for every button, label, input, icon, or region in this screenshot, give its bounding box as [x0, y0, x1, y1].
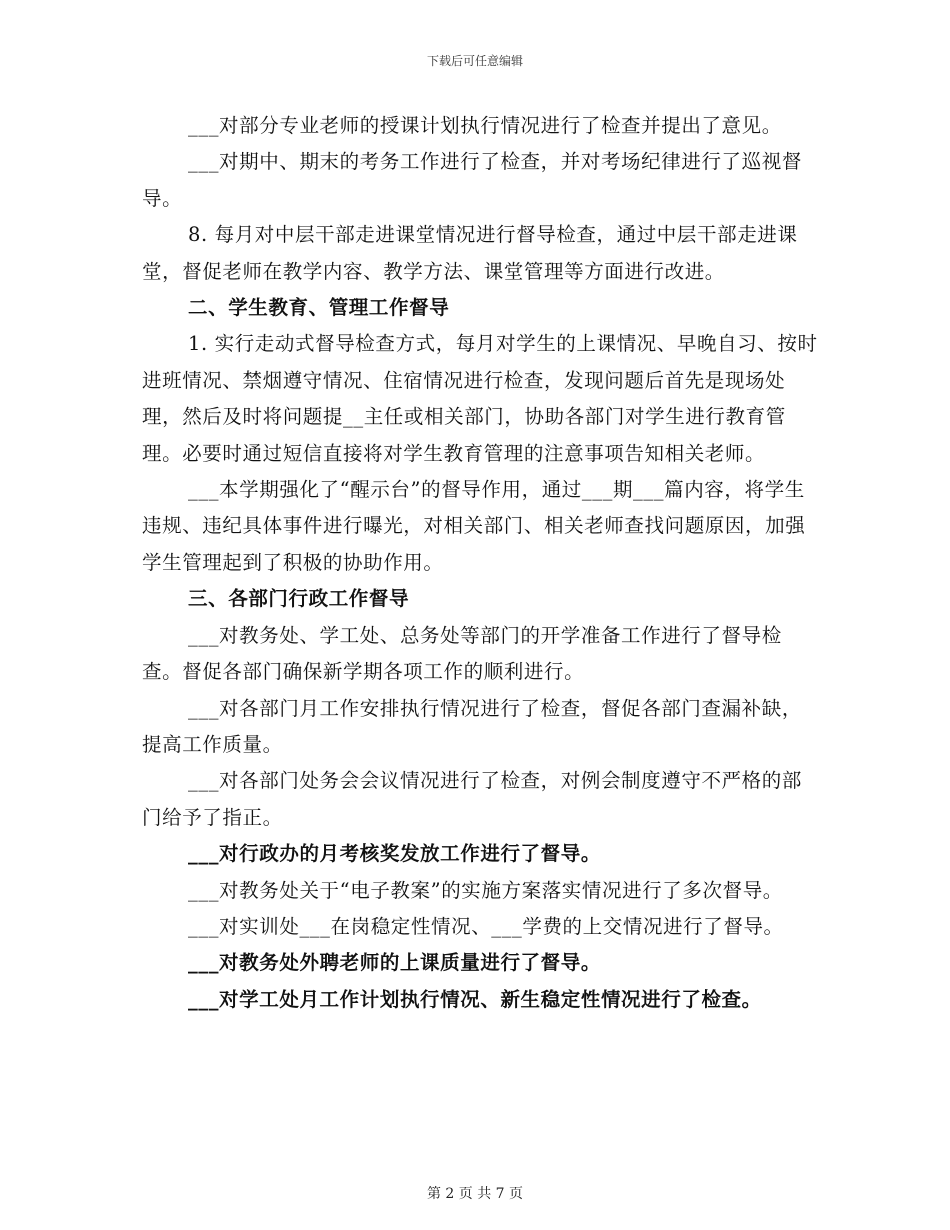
paragraph-13: ___对实训处___在岗稳定性情况、___学费的上交情况进行了督导。 — [188, 914, 784, 938]
page-footer: 第 2 页 共 7 页 — [426, 1186, 524, 1202]
paragraph-3: 8. 每月对中层干部走进课堂情况进行督导检查，通过中层干部走进课堂，督促老师在教学内容、教学方法、课堂管理等方面进行改进。 — [142, 223, 798, 283]
paragraph-9: ___对各部门月工作安排执行情况进行了检查，督促各部门查漏补缺，提高工作质量。 — [142, 696, 802, 756]
document-body — [142, 108, 822, 1018]
section-heading-3: 三、各部门行政工作督导 — [188, 587, 410, 611]
page-header: 下载后可任意编辑 — [426, 54, 523, 68]
paragraph-15: ___对学工处月工作计划执行情况、新生稳定性情况进行了检查。 — [188, 987, 762, 1011]
paragraph-5: 1. 实行走动式督导检查方式，每月对学生的上课情况、早晚自习、按时进班情况、禁烟遵守情况、住宿情况进行检查，发现问题后首先是现场处理，然后及时将问题提__主任或相关部门，协助各部门对学生进行教育管理。必要时通过短信直接将对学生教育管理的注意事项告知相关老师。 — [142, 332, 818, 465]
paragraph-12: ___对教务处关于“电子教案”的实施方案落实情况进行了多次督导。 — [188, 878, 783, 902]
paragraph-2: ___对期中、期末的考务工作进行了检查，并对考场纪律进行了巡视督导。 — [142, 150, 802, 210]
section-heading-2: 二、学生教育、管理工作督导 — [188, 296, 450, 320]
paragraph-6: ___本学期强化了“醒示台”的督导作用，通过___期___篇内容，将学生违规、违纪具体事件进行曝光，对相关部门、相关老师查找问题原因，加强学生管理起到了积极的协助作用。 — [142, 478, 806, 574]
paragraph-8: ___对教务处、学工处、总务处等部门的开学准备工作进行了督导检查。督促各部门确保新学期各项工作的顺利进行。 — [142, 623, 782, 684]
paragraph-10: ___对各部门处务会会议情况进行了检查，对例会制度遵守不严格的部门给予了指正。 — [142, 769, 802, 829]
paragraph-11: ___对行政办的月考核奖发放工作进行了督导。 — [188, 842, 601, 866]
paragraph-14: ___对教务处外聘老师的上课质量进行了督导。 — [188, 951, 601, 975]
paragraph-1: ___对部分专业老师的授课计划执行情况进行了检查并提出了意见。 — [188, 114, 782, 137]
